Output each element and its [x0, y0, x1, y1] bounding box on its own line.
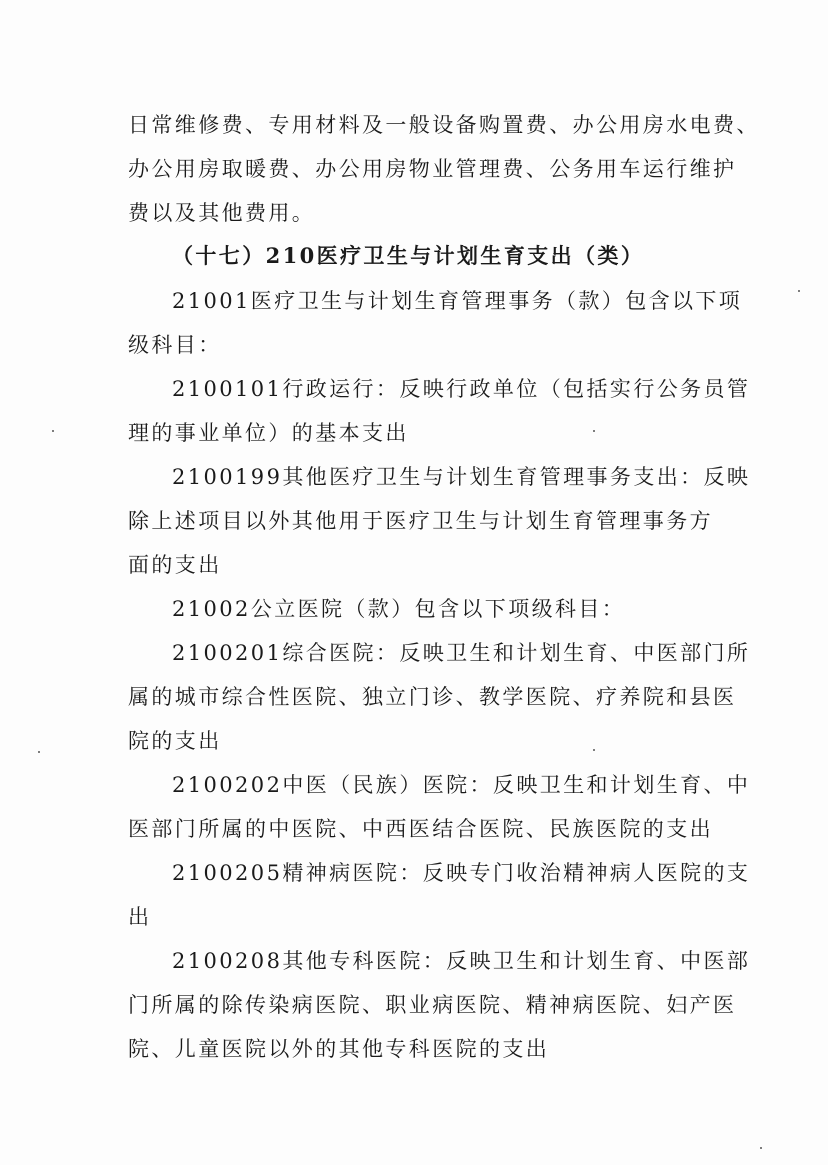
- text-line-16: 2100202中医（民族）医院：反映卫生和计划生育、中: [172, 773, 751, 797]
- text-line-21: 门所属的除传染病医院、职业病医院、精神病医院、妇产医: [128, 993, 737, 1017]
- text-line-7: 2100101行政运行：反映行政单位（包括实行公务员管: [172, 377, 751, 401]
- text-line-12: 21002公立医院（款）包含以下项级科目：: [172, 597, 626, 621]
- text-line-13: 2100201综合医院：反映卫生和计划生育、中医部门所: [172, 641, 751, 665]
- text-line-11: 面的支出: [128, 553, 222, 577]
- scan-speck: [760, 1147, 762, 1149]
- text-line-10: 除上述项目以外其他用于医疗卫生与计划生育管理事务方: [128, 509, 713, 533]
- scan-speck: [798, 290, 800, 292]
- text-line-19: 出: [128, 905, 152, 929]
- text-line-1: 日常维修费、专用材料及一般设备购置费、办公用房水电费、: [128, 113, 760, 137]
- text-line-18: 2100205精神病医院：反映专门收治精神病人医院的支: [172, 861, 751, 885]
- text-line-6: 级科目：: [128, 333, 222, 357]
- text-line-3: 费以及其他费用。: [128, 201, 316, 225]
- text-line-2: 办公用房取暖费、办公用房物业管理费、公务用车运行维护: [128, 157, 737, 181]
- text-line-17: 医部门所属的中医院、中西医结合医院、民族医院的支出: [128, 817, 713, 841]
- scan-speck: [38, 751, 40, 753]
- text-line-15: 院的支出: [128, 729, 222, 753]
- scan-speck: [52, 430, 54, 432]
- text-line-22: 院、儿童医院以外的其他专科医院的支出: [128, 1037, 550, 1061]
- text-line-8: 理的事业单位）的基本支出: [128, 421, 409, 445]
- text-line-20: 2100208其他专科医院：反映卫生和计划生育、中医部: [172, 949, 751, 973]
- text-line-9: 2100199其他医疗卫生与计划生育管理事务支出：反映: [172, 465, 751, 489]
- scan-speck: [593, 749, 595, 751]
- text-line-14: 属的城市综合性医院、独立门诊、教学医院、疗养院和县医: [128, 685, 737, 709]
- text-line-5: 21001医疗卫生与计划生育管理事务（款）包含以下项: [172, 289, 743, 313]
- scan-speck: [593, 430, 595, 432]
- section-heading: （十七）210医疗卫生与计划生育支出（类）: [172, 243, 645, 268]
